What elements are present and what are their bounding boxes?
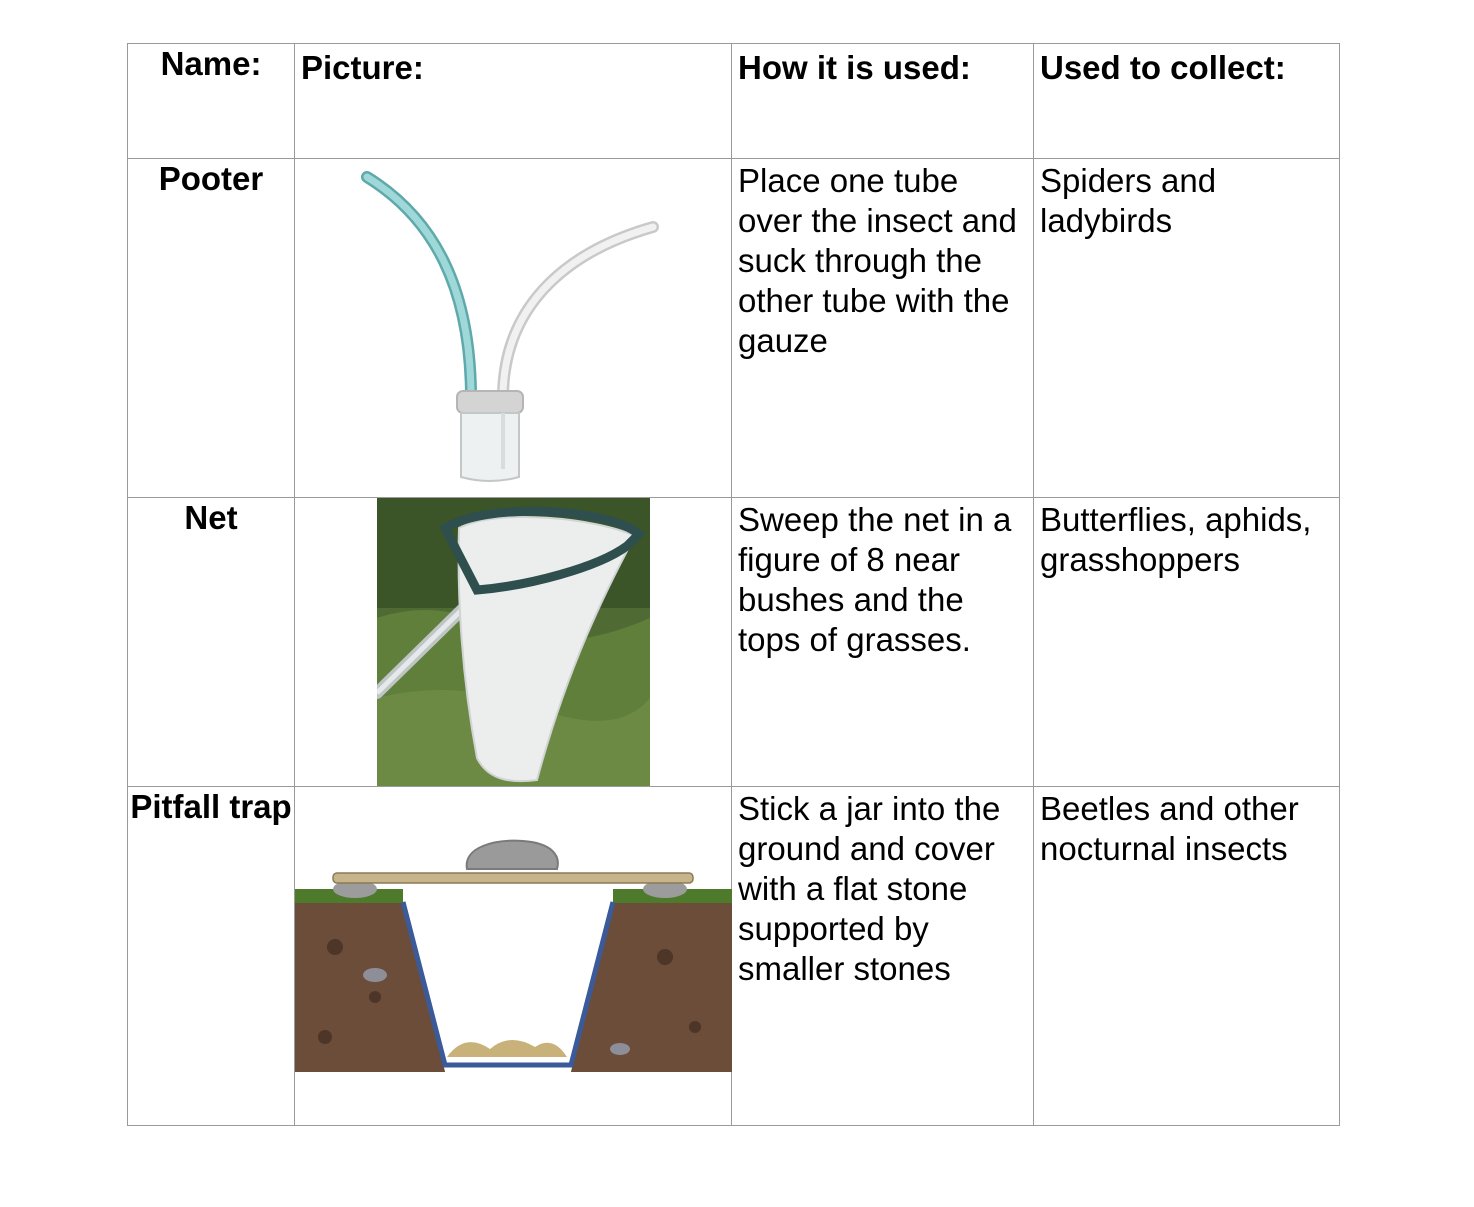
row-how: Place one tube over the insect and suck through the other tube with the gauze — [732, 159, 1034, 498]
header-picture: Picture: — [295, 44, 732, 159]
pooter-icon — [295, 159, 732, 497]
row-how: Sweep the net in a figure of 8 near bushes and the tops of grasses. — [732, 498, 1034, 787]
collection-methods-table — [127, 43, 1340, 1126]
table-row — [128, 787, 1340, 1126]
row-picture — [295, 787, 732, 1126]
row-picture — [295, 159, 732, 498]
row-collect: Beetles and other nocturnal insects — [1034, 787, 1340, 1126]
row-name: Pitfall trap — [128, 787, 295, 1126]
header-collect: Used to collect: — [1034, 44, 1340, 159]
pitfall-trap-icon — [295, 827, 732, 1087]
sweep-net-icon — [377, 498, 650, 786]
row-picture — [295, 498, 732, 787]
table-row — [128, 159, 1340, 498]
header-row — [128, 44, 1340, 159]
row-how: Stick a jar into the ground and cover with a flat stone supported by smaller stones — [732, 787, 1034, 1126]
table-row — [128, 498, 1340, 787]
row-name: Net — [128, 498, 295, 787]
header-how: How it is used: — [732, 44, 1034, 159]
row-collect: Butterflies, aphids, grasshoppers — [1034, 498, 1340, 787]
row-collect: Spiders and ladybirds — [1034, 159, 1340, 498]
row-name: Pooter — [128, 159, 295, 498]
header-name: Name: — [128, 44, 295, 159]
